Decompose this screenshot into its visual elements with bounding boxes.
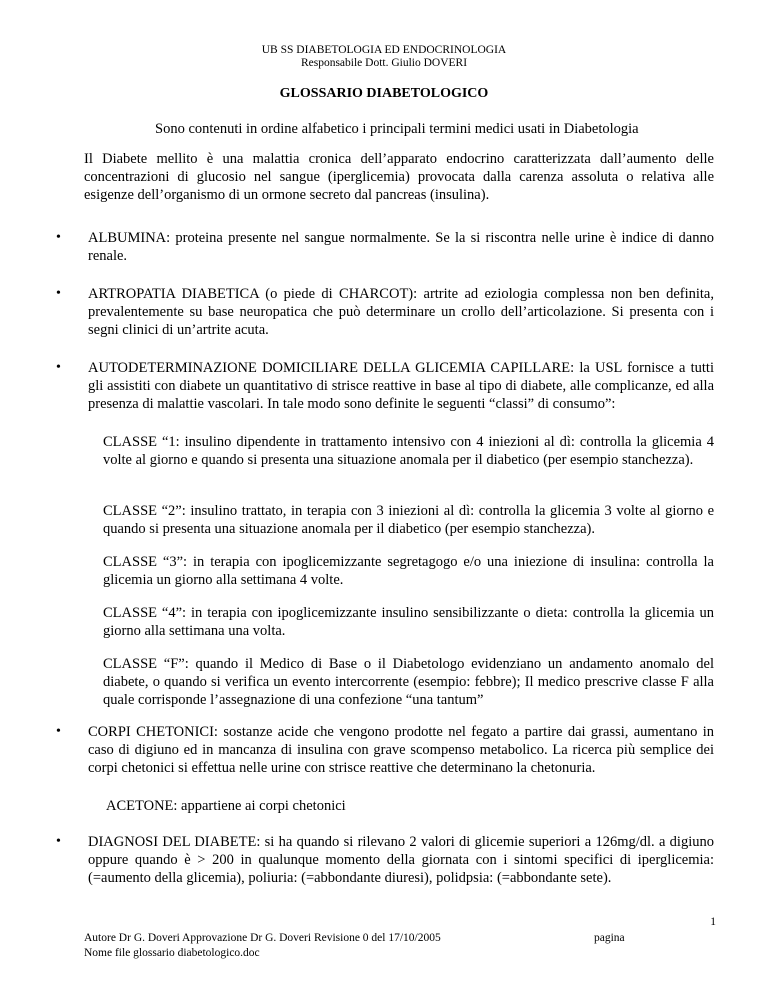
glossary-item-artropatia: ARTROPATIA DIABETICA (o piede di CHARCOT): artrite ad eziologia complessa non ben definita, prevalentemente su base neuropatica che può determinare un crollo dell’articolazione. Si presenta con i segni clinici di un’artrite acuta.: [88, 286, 714, 338]
class-1-description: CLASSE “1: insulino dipendente in trattamento intensivo con 4 iniezioni al dì: controlla la glicemia 4 volte al giorno e quando si presenta una situazione anomala per il diabetico (per esempio stanchezza).: [103, 434, 714, 468]
page-number: 1: [710, 916, 716, 928]
glossary-item-corpi-chetonici: CORPI CHETONICI: sostanze acide che vengono prodotte nel fegato a partire dai grassi, aumentano in caso di digiuno ed in mancanza di insulina con grave scompenso metabolico. La ricerca più semplice dei corpi chetonici si effettua nelle urine con strisce reattive che determinano la chetonuria.: [88, 724, 714, 776]
subtitle: Sono contenuti in ordine alfabetico i principali termini medici usati in Diabetologia: [155, 121, 639, 137]
bullet-icon: •: [56, 360, 61, 375]
glossary-item-diagnosi: DIAGNOSI DEL DIABETE: si ha quando si rilevano 2 valori di glicemie superiori a 126mg/dl. a digiuno oppure quando è > 200 in qualunque momento della giornata con i sintomi specifici di iperglicemia: (=aumento della glicemia), poliuria: (=abbondante diuresi), polidpsia: (=abbondante sete).: [88, 834, 714, 886]
bullet-icon: •: [56, 230, 61, 245]
glossary-item-acetone: ACETONE: appartiene ai corpi chetonici: [106, 798, 346, 814]
class-3-description: CLASSE “3”: in terapia con ipoglicemizzante segretagogo e/o una iniezione di insulina: controlla la glicemia un giorno alla settimana 4 volte.: [103, 554, 714, 588]
footer-page-label: pagina: [594, 932, 625, 944]
header-responsible: Responsabile Dott. Giulio DOVERI: [300, 57, 468, 69]
intro-paragraph: Il Diabete mellito è una malattia cronica dell’apparato endocrino caratterizzata dall’aumento delle concentrazioni di glucosio nel sangue (iperglicemia) provocata dalla carenza assoluta o relativa alle esigenze dell’organismo di un ormone secreto dal pancreas (insulina).: [84, 151, 714, 203]
class-f-description: CLASSE “F”: quando il Medico di Base o il Diabetologo evidenziano un andamento anomalo del diabete, o quando si verifica un evento intercorrente (esempio: febbre); Il medico prescrive classe F alla quale corrisponde l’assegnazione di una confezione “una tantum”: [103, 656, 714, 708]
glossary-item-autodeterminazione: AUTODETERMINAZIONE DOMICILIARE DELLA GLICEMIA CAPILLARE: la USL fornisce a tutti gli assistiti con diabete un quantitativo di strisce reattive in base al tipo di diabete, alle complicanze, ed alla presenza di malattie vascolari. In tale modo sono definite le seguenti “classi” di consumo”:: [88, 360, 714, 412]
footer-file-name: Nome file glossario diabetologico.doc: [84, 947, 260, 959]
page-title: GLOSSARIO DIABETOLOGICO: [279, 86, 489, 101]
bullet-icon: •: [56, 286, 61, 301]
header-department: UB SS DIABETOLOGIA ED ENDOCRINOLOGIA: [261, 44, 507, 56]
bullet-icon: •: [56, 834, 61, 849]
class-2-description: CLASSE “2”: insulino trattato, in terapia con 3 iniezioni al dì: controlla la glicemia 3 volte al giorno e quando si presenta una situazione anomala per il diabetico (per esempio stanchezza).: [103, 503, 714, 537]
bullet-icon: •: [56, 724, 61, 739]
glossary-item-albumina: ALBUMINA: proteina presente nel sangue normalmente. Se la si riscontra nelle urine è indice di danno renale.: [88, 230, 714, 264]
footer-author-line: Autore Dr G. Doveri Approvazione Dr G. Doveri Revisione 0 del 17/10/2005: [84, 932, 441, 944]
class-4-description: CLASSE “4”: in terapia con ipoglicemizzante insulino sensibilizzante o dieta: controlla la glicemia un giorno alla settimana una volta.: [103, 605, 714, 639]
